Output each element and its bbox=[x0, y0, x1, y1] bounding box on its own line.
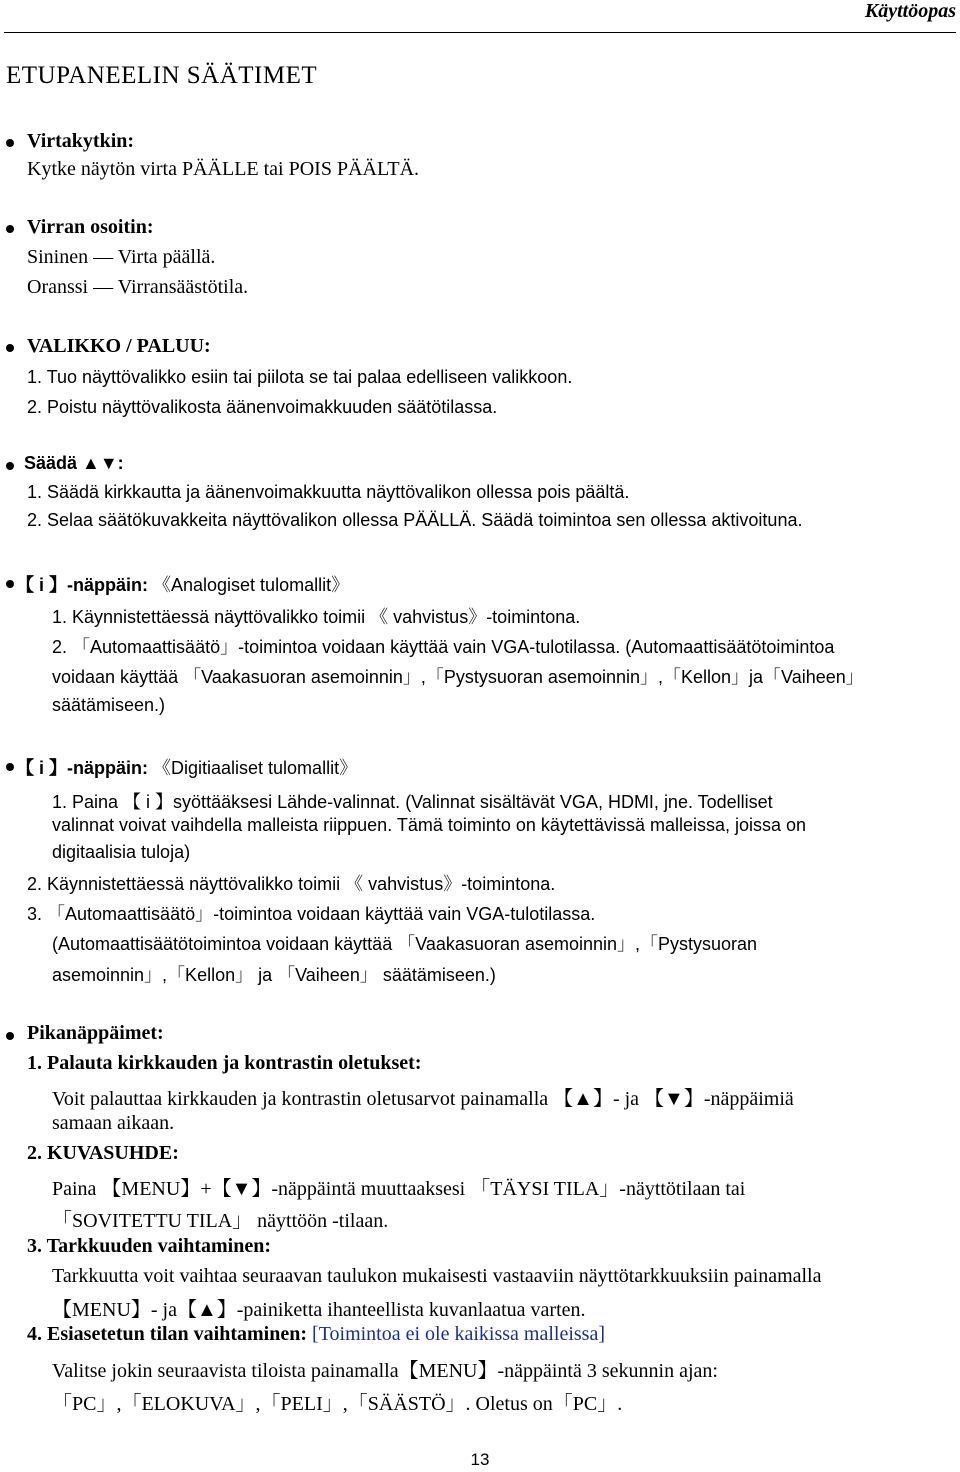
i-digital-line-3: digitaalisia tuloja) bbox=[52, 842, 191, 862]
i-digital-heading: 【 i 】-näppäin: bbox=[16, 758, 148, 778]
menu-back-heading: VALIKKO / PALUU: bbox=[27, 335, 211, 357]
hotkey-2-line-1: Paina 【MENU】+【▼】-näppäintä muuttaaksesi 「TÄYSI TILA」-näyttötilaan tai bbox=[52, 1178, 746, 1200]
hotkey-1-title: 1. Palauta kirkkauden ja kontrastin oletukset: bbox=[27, 1052, 422, 1074]
bullet-power-switch bbox=[6, 139, 14, 147]
i-digital-line-2: valinnat voivat vaihdella malleista riippuen. Tämä toiminto on käytettävissä malleissa, joissa on bbox=[52, 815, 807, 835]
hotkey-3-line-2: 【MENU】- ja【▲】-painiketta ihanteellista kuvanlaatua varten. bbox=[52, 1299, 586, 1321]
i-digital-heading-row bbox=[16, 754, 357, 780]
hotkey-4-title: 4. Esiasetetun tilan vaihtaminen: bbox=[27, 1323, 308, 1345]
hotkey-2-title: 2. KUVASUHDE: bbox=[27, 1142, 179, 1164]
adjust-heading: Säädä ▲▼: bbox=[24, 453, 124, 473]
bullet-hotkeys bbox=[6, 1032, 14, 1040]
i-digital-line-4: 2. Käynnistettäessä näyttövalikko toimii 《 vahvistus》-toimintona. bbox=[27, 874, 556, 894]
hotkey-3-line-1: Tarkkuutta voit vaihtaa seuraavan taulukon mukaisesti vastaaviin näyttötarkkuuksiin painamalla bbox=[52, 1265, 822, 1287]
i-analog-line-2: 2. 「Automaattisäätö」-toimintoa voidaan käyttää vain VGA-tulotilassa. (Automaattisäätötoimintoa bbox=[52, 637, 835, 657]
i-digital-heading-note: 《Digitiaaliset tulomallit》 bbox=[153, 758, 358, 778]
bullet-adjust bbox=[6, 462, 14, 470]
hotkey-4-title-note: [Toimintoa ei ole kaikissa malleissa] bbox=[312, 1323, 605, 1345]
i-analog-line-4: säätämiseen.) bbox=[52, 695, 166, 715]
i-digital-line-5: 3. 「Automaattisäätö」-toimintoa voidaan käyttää vain VGA-tulotilassa. bbox=[27, 904, 596, 924]
hotkey-1-line-2: samaan aikaan. bbox=[52, 1112, 175, 1134]
hotkey-4-line-2: 「PC」,「ELOKUVA」,「PELI」,「SÄÄSTÖ」. Oletus on「PC」. bbox=[52, 1393, 623, 1415]
header-divider bbox=[4, 32, 956, 33]
page-title: ETUPANEELIN SÄÄTIMET bbox=[6, 62, 318, 89]
bullet-power-indicator bbox=[6, 225, 14, 233]
power-indicator-blue: Sininen — Virta päällä. bbox=[27, 246, 216, 268]
bullet-menu-back bbox=[6, 344, 14, 352]
hotkey-4-line-1: Valitse jokin seuraavista tiloista painamalla【MENU】-näppäintä 3 sekunnin ajan: bbox=[52, 1360, 718, 1382]
i-analog-heading-row bbox=[16, 571, 349, 597]
adjust-line-1: 1. Säädä kirkkautta ja äänenvoimakkuutta näyttövalikon ollessa pois päältä. bbox=[27, 482, 630, 502]
hotkey-2-line-2: 「SOVITETTU TILA」 näyttöön -tilaan. bbox=[52, 1210, 389, 1232]
menu-back-line-2: 2. Poistu näyttövalikosta äänenvoimakkuuden säätötilassa. bbox=[27, 397, 498, 417]
hotkeys-heading: Pikanäppäimet: bbox=[27, 1022, 164, 1044]
hotkey-3-title: 3. Tarkkuuden vaihtaminen: bbox=[27, 1235, 271, 1257]
i-digital-line-6: (Automaattisäätötoimintoa voidaan käyttää 「Vaakasuoran asemoinnin」,「Pystysuoran bbox=[52, 934, 758, 954]
i-digital-line-1: 1. Paina 【 i 】syöttääksesi Lähde-valinnat. (Valinnat sisältävät VGA, HDMI, jne. Todelliset bbox=[52, 792, 773, 812]
bullet-i-analog bbox=[6, 580, 14, 588]
i-analog-line-3: voidaan käyttää 「Vaakasuoran asemoinnin」,「Pystysuoran asemoinnin」,「Kellon」ja「Vaiheen」 bbox=[52, 667, 864, 687]
menu-back-line-1: 1. Tuo näyttövalikko esiin tai piilota se tai palaa edelliseen valikkoon. bbox=[27, 367, 573, 387]
hotkey-4-title-row bbox=[27, 1323, 605, 1346]
manual-header-title: Käyttöopas bbox=[864, 0, 956, 22]
power-switch-text: Kytke näytön virta PÄÄLLE tai POIS PÄÄLTÄ. bbox=[27, 158, 420, 180]
i-digital-line-7: asemoinnin」,「Kellon」 ja 「Vaiheen」 säätämiseen.) bbox=[52, 965, 496, 985]
i-analog-line-1: 1. Käynnistettäessä näyttövalikko toimii 《 vahvistus》-toimintona. bbox=[52, 607, 581, 627]
power-switch-heading: Virtakytkin: bbox=[27, 130, 135, 152]
power-indicator-heading: Virran osoitin: bbox=[27, 216, 154, 238]
page-number: 13 bbox=[470, 1450, 490, 1469]
i-analog-heading: 【 i 】-näppäin: bbox=[16, 575, 148, 595]
power-indicator-orange: Oranssi — Virransäästötila. bbox=[27, 276, 249, 298]
adjust-line-2: 2. Selaa säätökuvakkeita näyttövalikon ollessa PÄÄLLÄ. Säädä toimintoa sen ollessa aktivoituna. bbox=[27, 510, 803, 530]
i-analog-heading-note: 《Analogiset tulomallit》 bbox=[153, 575, 350, 595]
bullet-i-digital bbox=[6, 763, 14, 771]
hotkey-1-line-1: Voit palauttaa kirkkauden ja kontrastin oletusarvot painamalla 【▲】- ja 【▼】-näppäimiä bbox=[52, 1088, 794, 1110]
